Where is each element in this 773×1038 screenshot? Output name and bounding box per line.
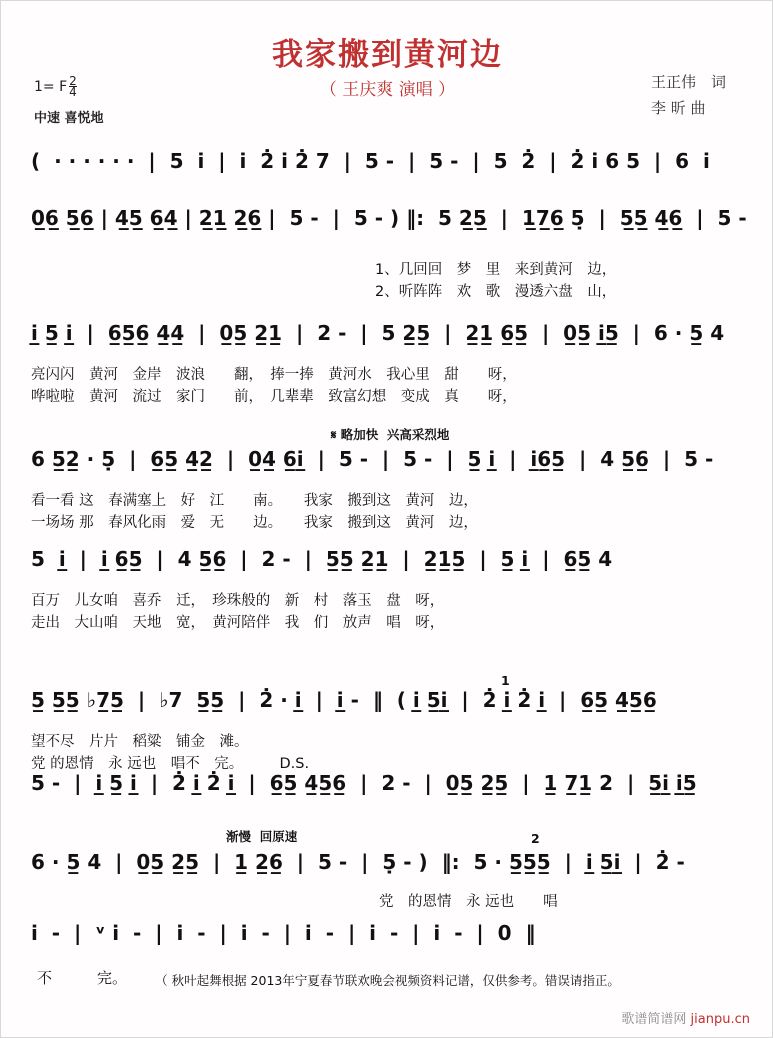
staff-line-5 [31,547,747,633]
final-lyric: 不 完。 [37,969,128,987]
page-title: 我家搬到黄河边 [272,37,503,73]
notation-row: 0̲6̲ 5̲6̲ | 4̲5̲ 6̲4̲ | 2̲1̲ 2̲6̲ | 5 - | 5 - ) ‖: 5 2̲5̲ | 1̲7̲6̲ 5̣ | 5̲5̲ 4̲6̲ | 5 - [31,206,747,230]
lyric-row: 党 的恩情 永 远也 唱 [31,894,558,910]
lyricist-credit: 王正伟 词 [650,73,726,91]
lyric-row: 看一看 这 春满塞上 好 江 南。 我家 搬到这 黄河 边， [31,493,478,509]
key-label: 1= F [34,79,68,95]
lyric-row: 亮闪闪 黄河 金岸 波浪 翻， 捧一捧 黄河水 我心里 甜 呀， [31,367,517,383]
lyric-row: 哗啦啦 黄河 流过 家门 前， 几辈辈 致富幻想 变成 真 呀， [31,389,517,405]
transcription-note: （ 秋叶起舞根据 2013年宁夏春节联欢晚会视频资料记谱，仅供参考。错误请指正。 [155,973,620,988]
ending-bracket-1: 1 [501,673,510,688]
composer-credit: 李 昕 曲 [650,99,706,117]
watermark-en: jianpu.cn [690,1012,750,1027]
site-watermark [621,1008,750,1027]
watermark-cn: 歌谱简谱网 [621,1012,687,1027]
credits-block [651,69,726,121]
performer-subtitle: （ 王庆爽 演唱 ） [319,80,456,100]
staff-line-4 [31,425,747,533]
staff-line-2 [31,206,747,302]
time-signature-denominator: 4 [69,85,77,99]
notation-row: 5̲ 5̲5̲ ♭7̲5̲ | ♭7 5̲5̲ | 2̇ · i̲ | i̲ - ‖ ( i̲ 5̲i̲ | 2̇ i̲ 2̇ i̲ | 6̲5̲ 4̲5̲6̲ [31,688,657,712]
notation-row: 5 - | i̲ 5̲ i̲ | 2̇ i̲ 2̇ i̲ | 6̲5̲ 4̲5̲6̲ | 2 - | 0̲5̲ 2̲5̲ | 1̲ 7̲1̲ 2 | 5̲i̲ i̲5̲ [31,771,697,795]
lyric-row: 百万 儿女咱 喜乔 迁， 珍珠般的 新 村 落玉 盘 呀， [31,593,445,609]
tempo-change-marking: 渐慢 回原速 [226,829,298,844]
notation-row: i̇ - | ᵛ i̇ - | i̇ - | i̇ - | i̇ - | i̇ - | i̇ - | 0 ‖ [31,921,536,945]
notation-row: 5 i̲ | i̲ 6̲5̲ | 4 5̲6̲ | 2 - | 5̲5̲ 2̲1̲ | 2̲1̲5̲ | 5̲ i̲ | 6̲5̲ 4 [31,547,613,571]
notation-row: 6 5̲2̲ · 5̣ | 6̲5̲ 4̲2̲ | 0̲4̲ 6̲i̲ | 5 - | 5 - | 5̲ i̲ | i̲6̲5̲ | 4 5̲6̲ | 5 - [31,447,714,471]
staff-line-3 [31,321,747,407]
staff-line-6 [31,673,747,774]
segno-marking: 𝄋 略加快 兴高采烈地 [331,427,450,442]
staff-line-7 [31,771,747,801]
lyric-row: 1、几回回 梦 里 来到黄河 边， [375,262,617,278]
time-signature-numerator: 2 [69,74,77,88]
staff-line-9 [31,921,747,951]
lyric-row: 走出 大山咱 天地 宽， 黄河陪伴 我 们 放声 唱 呀， [31,615,445,631]
key-signature [34,74,77,99]
lyric-row: 2、听阵阵 欢 歌 漫透六盘 山， [375,284,617,300]
tempo-marking: 中速 喜悦地 [34,111,104,126]
staff-line-8 [31,827,747,912]
lyric-row: 望不尽 片片 稻粱 铺金 滩。 [31,734,249,750]
staff-line-1 [31,149,747,179]
notation-row: i̲ 5̲ i̲ | 6̲5̲6̲ 4̲4̲ | 0̲5̲ 2̲1̲ | 2 - | 5 2̲5̲ | 2̲1̲ 6̲5̲ | 0̲5̲ i̲5̲ | 6 · 5̲ 4 [31,321,725,345]
ending-bracket-2: 2 [531,831,540,846]
time-signature [69,74,77,99]
notation-row: 6 · 5̲ 4 | 0̲5̲ 2̲5̲ | 1̲ 2̲6̲ | 5 - | 5̣ - ) ‖: 5 · 5̲5̲5̲ | i̲ 5̲i̲ | 2̇ - [31,850,685,874]
lyric-row: 党 的恩情 永 远也 唱不 完。 D.S. [31,756,310,772]
lyric-row: 一场场 那 春风化雨 爱 无 边。 我家 搬到这 黄河 边， [31,515,478,531]
notation-row: ( · · · · · · | 5 i | i 2̇ i 2̇ 7 | 5 - | 5 - | 5 2̇ | 2̇ i 6 5 | 6 i [31,149,710,173]
